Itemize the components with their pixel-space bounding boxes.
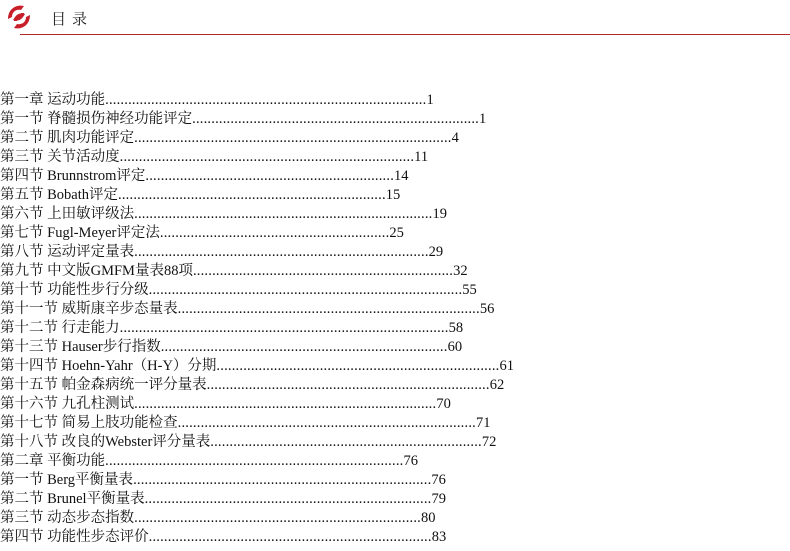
toc-leader-dots: ...................................................................... (118, 187, 386, 203)
toc-entry-label[interactable]: 第十节 功能性步行分级 (0, 282, 149, 298)
toc-entry-label[interactable]: 第十二节 行走能力 (0, 320, 120, 336)
toc-leader-dots: ....................................................................... (210, 434, 482, 450)
toc-page-number: 19 (432, 206, 447, 222)
table-of-contents (0, 91, 514, 547)
toc-leader-dots: .................................................................... (192, 263, 454, 279)
toc-entry-label[interactable]: 第六节 上田敏评级法 (0, 206, 135, 222)
toc-entry[interactable] (0, 414, 514, 433)
toc-entry[interactable] (0, 262, 514, 281)
header-title: 目录 (51, 10, 94, 28)
header-divider (20, 34, 790, 35)
toc-leader-dots: ........................................................................... (144, 491, 432, 507)
toc-page-number: 32 (453, 263, 468, 279)
toc-page-number: 1 (479, 111, 487, 127)
toc-page-number: 58 (448, 320, 464, 336)
toc-entry-label[interactable]: 第五节 Bobath评定 (0, 187, 119, 203)
toc-leader-dots: ............................................................ (159, 225, 390, 241)
toc-page-number: 56 (479, 301, 495, 317)
toc-entry-label[interactable]: 第十五节 帕金森病统一评分量表 (0, 377, 207, 393)
toc-entry[interactable] (0, 338, 514, 357)
toc-entry-label[interactable]: 第八节 运动评定量表 (0, 244, 135, 260)
toc-entry[interactable] (0, 129, 514, 148)
toc-entry[interactable] (0, 186, 514, 205)
toc-entry[interactable] (0, 471, 514, 490)
toc-entry[interactable] (0, 452, 514, 471)
toc-leader-dots: ............................................................................... (134, 396, 437, 412)
toc-leader-dots: ............................................................................. (134, 244, 429, 260)
toc-entry-label[interactable]: 第三节 关节活动度 (0, 149, 120, 165)
toc-entry[interactable] (0, 357, 514, 376)
toc-page-number: 76 (431, 472, 446, 488)
toc-entry[interactable] (0, 205, 514, 224)
toc-entry-label[interactable]: 第四节 功能性步态评价 (0, 529, 149, 545)
toc-leader-dots: .................................................................................... (105, 92, 427, 108)
toc-leader-dots: ........................................................................... (134, 510, 421, 526)
logo-icon (4, 1, 34, 33)
toc-leader-dots: ...................................................................................... (119, 320, 449, 336)
toc-leader-dots: ........................................................................... (192, 111, 479, 127)
toc-page-number: 11 (414, 149, 429, 165)
toc-entry[interactable] (0, 319, 514, 338)
toc-entry-label[interactable]: 第二章 平衡功能 (0, 453, 106, 469)
toc-page-number: 71 (475, 415, 491, 431)
toc-page-number: 29 (428, 244, 444, 260)
toc-leader-dots: ............................................................................. (119, 149, 415, 165)
toc-page-number: 62 (489, 377, 505, 393)
toc-page-number: 60 (447, 339, 463, 355)
toc-entry-label[interactable]: 第十四节 Hoehn-Yahr（H-Y）分期 (0, 358, 217, 374)
toc-page-number: 72 (481, 434, 497, 450)
toc-entry[interactable] (0, 281, 514, 300)
toc-leader-dots: ............................................................................... (177, 301, 480, 317)
toc-page-number: 76 (403, 453, 418, 469)
toc-leader-dots: ........................................................................... (160, 339, 448, 355)
toc-entry-label[interactable]: 第一节 Berg平衡量表 (0, 472, 134, 488)
toc-leader-dots: .............................................................................. (134, 206, 433, 222)
toc-entry-label[interactable]: 第七节 Fugl-Meyer评定法 (0, 225, 160, 241)
toc-leader-dots: .............................................................................. (133, 472, 432, 488)
toc-page-number: 1 (426, 92, 434, 108)
toc-entry[interactable] (0, 110, 514, 129)
toc-page-number: 83 (431, 529, 447, 545)
toc-entry[interactable] (0, 91, 514, 110)
toc-entry-label[interactable]: 第十三节 Hauser步行指数 (0, 339, 161, 355)
toc-entry[interactable] (0, 224, 514, 243)
toc-page-number: 55 (462, 282, 477, 298)
toc-entry-label[interactable]: 第一章 运动功能 (0, 92, 106, 108)
toc-entry[interactable] (0, 243, 514, 262)
toc-entry-label[interactable]: 第九节 中文版GMFM量表88项 (0, 263, 193, 279)
toc-entry[interactable] (0, 490, 514, 509)
toc-entry[interactable] (0, 395, 514, 414)
toc-leader-dots: ................................................................. (145, 168, 395, 184)
toc-page-number: 70 (436, 396, 451, 412)
toc-leader-dots: .............................................................................. (177, 415, 476, 431)
toc-entry-label[interactable]: 第二节 Brunel平衡量表 (0, 491, 145, 507)
toc-entry[interactable] (0, 148, 514, 167)
toc-entry[interactable] (0, 528, 514, 547)
toc-entry-label[interactable]: 第三节 动态步态指数 (0, 510, 135, 526)
toc-page-number: 61 (499, 358, 514, 374)
toc-leader-dots: ................................................................................... (134, 130, 452, 146)
toc-entry-label[interactable]: 第十八节 改良的Webster评分量表 (0, 434, 211, 450)
toc-leader-dots: .......................................................................... (206, 377, 490, 393)
toc-entry-label[interactable]: 第十六节 九孔柱测试 (0, 396, 135, 412)
toc-entry[interactable] (0, 433, 514, 452)
toc-leader-dots: .......................................................................... (148, 529, 432, 545)
toc-entry[interactable] (0, 376, 514, 395)
toc-page-number: 4 (451, 130, 459, 146)
page-header (0, 0, 790, 36)
toc-page-number: 14 (394, 168, 409, 184)
toc-entry[interactable] (0, 300, 514, 319)
toc-leader-dots: .............................................................................. (105, 453, 404, 469)
toc-page-number: 80 (421, 510, 436, 526)
toc-leader-dots: .......................................................................... (216, 358, 500, 374)
toc-entry[interactable] (0, 167, 514, 186)
toc-entry-label[interactable]: 第四节 Brunnstrom评定 (0, 168, 146, 184)
toc-entry-label[interactable]: 第十一节 威斯康辛步态量表 (0, 301, 178, 317)
toc-page-number: 15 (385, 187, 401, 203)
toc-entry-label[interactable]: 第二节 肌肉功能评定 (0, 130, 135, 146)
toc-page-number: 25 (389, 225, 404, 241)
toc-entry-label[interactable]: 第一节 脊髓损伤神经功能评定 (0, 111, 193, 127)
toc-entry-label[interactable]: 第十七节 简易上肢功能检查 (0, 415, 178, 431)
toc-entry[interactable] (0, 509, 514, 528)
toc-leader-dots: .................................................................................. (148, 282, 463, 298)
toc-page-number: 79 (431, 491, 446, 507)
